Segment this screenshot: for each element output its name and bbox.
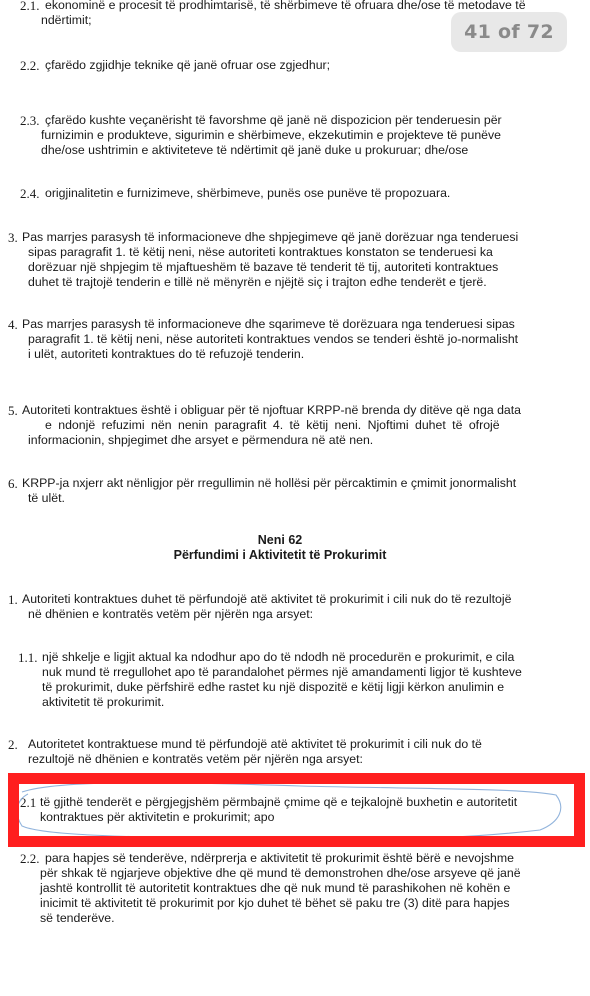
item-text-line: një shkelje e ligjit aktual ka ndodhur apo do të ndodh në procedurën e prokurimit, e cila [42, 650, 515, 664]
item-text-line: të prokurimit, duke përfshirë edhe rastet ku një dispozitë e këtij ligji kërkon anulimin e [42, 680, 505, 694]
item-text-line: furnizimin e produkteve, sigurimin e shërbimeve, ekzekutimin e projekteve të punëve [41, 128, 501, 142]
paragraph-number: 2. [8, 737, 18, 752]
paragraph-text-line: rezultojë në dhënien e kontratës vetëm për njërën nga arsyet: [28, 752, 363, 766]
paragraph-number: 1. [8, 592, 18, 607]
item-text-line: inicimit të aktivitetit të prokurimit por kjo duhet të bëhet së paku tre (3) ditë para hapjes [40, 896, 510, 910]
paragraph-text-line: i ulët, autoriteti kontraktues do të refuzojë tenderin. [28, 347, 305, 361]
item-number: 1.1. [18, 650, 38, 665]
item-number: 2.4. [20, 186, 40, 201]
article-title: Neni 62 [257, 533, 303, 547]
paragraph-text-line: Autoriteti kontraktues duhet të përfundojë atë aktivitet të prokurimit i cili nuk do të rezultojë [22, 592, 512, 606]
item-text-line: çfarëdo kushte veçanërisht të favorshme që janë në dispozicion për tenderuesin për [45, 113, 502, 127]
item-text-line: çfarëdo zgjidhje teknike që janë ofruar ose zgjedhur; [45, 58, 331, 72]
item-text-line: kontraktues për aktivitetin e prokurimit; apo [40, 810, 275, 824]
item-text-line: jashtë kontrollit të autoritetit kontraktues dhe që nuk mund të parashikohen në kohën e [40, 881, 511, 895]
paragraph-text-line: dorëzuar një shpjegim të mjaftueshëm të bazave të tenderit të tij, autoriteti kontraktues [28, 260, 499, 274]
item-text-line: aktivitetit të prokurimit. [42, 695, 165, 709]
item-number: 2.3. [20, 113, 40, 128]
item-text-line: ndërtimit; [41, 13, 92, 27]
paragraph-text-line: informacionin, shpjegimet dhe arsyet e përmendura në atë nen. [28, 433, 374, 447]
paragraph-text-line: KRPP-ja nxjerr akt nënligjor për rregullimin në hollësi për përcaktimin e çmimit jonormalisht [22, 476, 517, 490]
paragraph-text-line: e ndonjë refuzimi nën nenin paragrafit 4. të këtij neni. Njoftimi duhet të ofrojë [45, 418, 500, 432]
item-text-line: dhe/ose ushtrimin e aktiviteteve të ndërtimit që janë duke u prokuruar; dhe/ose [41, 143, 469, 157]
item-number: 2.1 [20, 795, 37, 810]
item-text-line: ekonominë e procesit të prodhimtarisë, të shërbimeve të ofruara dhe/ose të metodave të [45, 0, 526, 12]
paragraph-text-line: Pas marrjes parasysh të informacioneve dhe sqarimeve të dorëzuara nga tenderuesi sipas [22, 317, 515, 331]
highlight-box [8, 773, 585, 847]
item-text-line: origjinalitetin e furnizimeve, shërbimeve, punës ose punëve të propozuara. [45, 186, 451, 200]
item-text-line: nuk mund të rregullohet apo të parandalohet përmes një amandamenti ligjor të kushteve [42, 665, 522, 679]
item-number: 2.1. [20, 0, 40, 13]
item-number: 2.2. [20, 851, 40, 866]
item-number: 2.2. [20, 58, 40, 73]
paragraph-text-line: të ulët. [28, 491, 65, 505]
paragraph-text-line: paragrafit 1. të këtij neni, nëse autoriteti kontraktues vendos se tenderi është jo-normalisht [28, 332, 519, 346]
page-indicator-badge: 41 of 72 [451, 12, 567, 52]
paragraph-text-line: Pas marrjes parasysh të informacioneve dhe shpjegimeve që janë dorëzuar nga tenderuesi [22, 230, 519, 244]
item-text-line: për shkak të ngjarjeve objektive dhe që mund të demonstrohen dhe/ose arsyeve që janë [40, 866, 521, 880]
paragraph-number: 6. [8, 476, 18, 491]
paragraph-text-line: në dhënien e kontratës vetëm për njërën nga arsyet: [28, 607, 314, 621]
item-text-line: para hapjes së tenderëve, ndërprerja e aktivitetit të prokurimit është bërë e nevojshme [45, 851, 514, 865]
article-subtitle: Përfundimi i Aktivitetit të Prokurimit [173, 548, 387, 562]
item-text-line: të gjithë tenderët e përgjegjshëm përmbajnë çmime që e tejkalojnë buxhetin e autoritetit [40, 795, 518, 809]
paragraph-text-line: Autoritetet kontraktuese mund të përfundojë atë aktivitet të prokurimit i cili nuk do të [28, 737, 482, 751]
paragraph-number: 4. [8, 317, 18, 332]
paragraph-number: 3. [8, 230, 18, 245]
paragraph-text-line: duhet të trajtojë tenderin e tillë në mënyrën e njëjtë siç i trajton edhe tenderët e tjerë. [28, 275, 487, 289]
paragraph-text-line: Autoriteti kontraktues është i obliguar për të njoftuar KRPP-në brenda dy ditëve që nga data [22, 403, 522, 417]
paragraph-number: 5. [8, 403, 18, 418]
item-text-line: së tenderëve. [40, 911, 115, 925]
paragraph-text-line: sipas paragrafit 1. të këtij neni, nëse autoriteti kontraktues konstaton se tenderuesi ka [28, 245, 493, 259]
